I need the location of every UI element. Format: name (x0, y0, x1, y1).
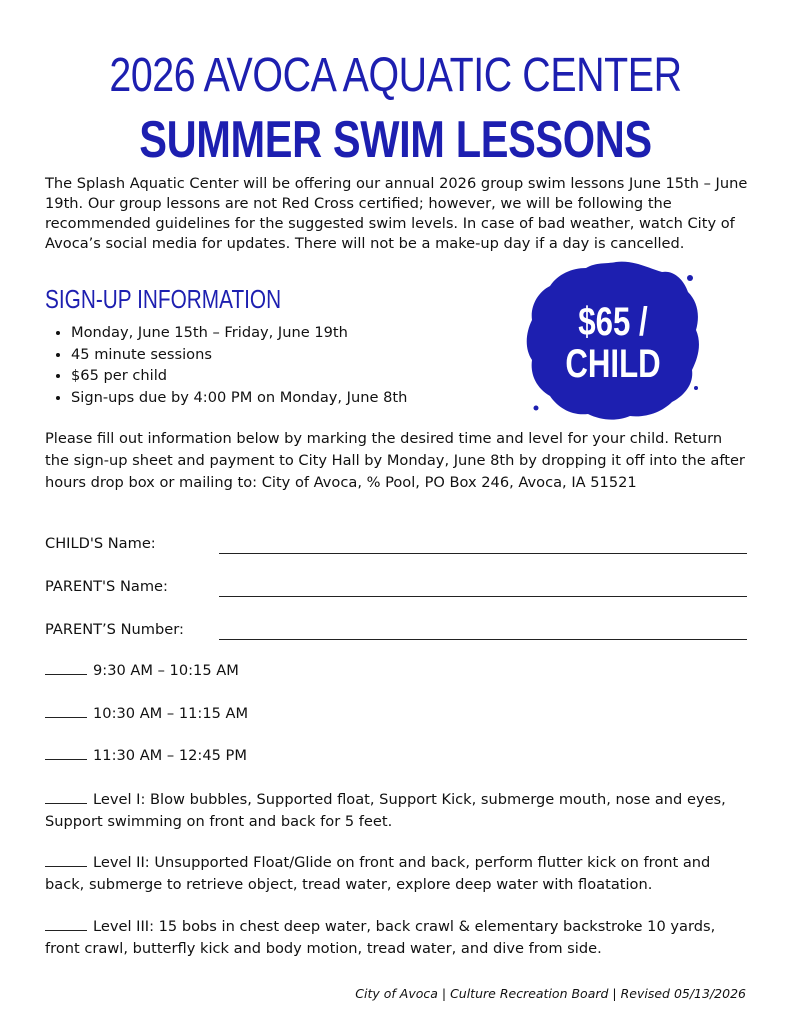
signup-heading: SIGN-UP INFORMATION (45, 284, 282, 314)
level-option[interactable] (45, 789, 750, 833)
level-option[interactable] (45, 916, 750, 960)
instructions-paragraph: Please fill out information below by marking the desired time and level for your child. Return the sign-up sheet and payment to City Hall by Monday, June 8th by dropping it off into the after hours drop box or mailing to: City of Avoca, % Pool, PO Box 246, Avoca, IA 51521 (45, 430, 745, 491)
level-option-label: Level III: 15 bobs in chest deep water, back crawl & elementary backstroke 10 yards, front crawl, butterfly kick and body motion, tread water, and dive from side. (45, 918, 716, 957)
signup-item: • Monday, June 15th – Friday, June 19th (71, 322, 407, 344)
time-option-label: 11:30 AM – 12:45 PM (93, 747, 247, 764)
signup-item: • 45 minute sessions (71, 344, 407, 366)
child-name-blank[interactable] (219, 553, 747, 554)
page-footer: City of Avoca | Culture Recreation Board | Revised 05/13/2026 (355, 986, 746, 1001)
parent-name-label: PARENT'S Name: (45, 578, 168, 595)
level-option-label: Level I: Blow bubbles, Supported float, Support Kick, submerge mouth, nose and eyes, Support swimming on front and back for 5 feet. (45, 791, 726, 830)
time-checkbox-blank[interactable] (45, 745, 87, 760)
time-option-label: 9:30 AM – 10:15 AM (93, 662, 239, 679)
parent-number-field[interactable] (45, 621, 747, 643)
price-amount: $65 / (578, 300, 648, 344)
level-checkbox-blank[interactable] (45, 789, 87, 804)
level-option-label: Level II: Unsupported Float/Glide on front and back, perform flutter kick on front and back, submerge to retrieve object, tread water, explore deep water with floatation. (45, 854, 711, 893)
price-badge (524, 258, 702, 422)
page-title-line2: SUMMER SWIM LESSONS (139, 111, 652, 169)
parent-name-blank[interactable] (219, 596, 747, 597)
signup-item: • $65 per child (71, 365, 407, 387)
parent-name-field[interactable] (45, 578, 747, 600)
time-checkbox-blank[interactable] (45, 703, 87, 718)
intro-paragraph: The Splash Aquatic Center will be offering our annual 2026 group swim lessons June 15th – June 19th. Our group lessons are not Red Cross certified; however, we will be following the recommended guidelines for the suggested swim levels. In case of bad weather, watch City of Avoca’s social media for updates. There will not be a make-up day if a day is cancelled. (45, 175, 748, 252)
parent-number-blank[interactable] (219, 639, 747, 640)
page-title-line1: 2026 AVOCA AQUATIC CENTER (109, 49, 682, 102)
level-checkbox-blank[interactable] (45, 916, 87, 931)
signup-list (45, 322, 407, 408)
time-option-label: 10:30 AM – 11:15 AM (93, 705, 249, 722)
parent-number-label: PARENT’S Number: (45, 621, 184, 638)
signup-item: • Sign-ups due by 4:00 PM on Monday, June 8th (71, 387, 407, 409)
time-option[interactable] (45, 660, 750, 682)
level-option[interactable] (45, 852, 750, 896)
time-checkbox-blank[interactable] (45, 660, 87, 675)
level-checkbox-blank[interactable] (45, 852, 87, 867)
child-name-field[interactable] (45, 535, 747, 557)
time-option[interactable] (45, 745, 750, 767)
price-unit: CHILD (565, 342, 661, 386)
child-name-label: CHILD'S Name: (45, 535, 156, 552)
time-option[interactable] (45, 703, 750, 725)
